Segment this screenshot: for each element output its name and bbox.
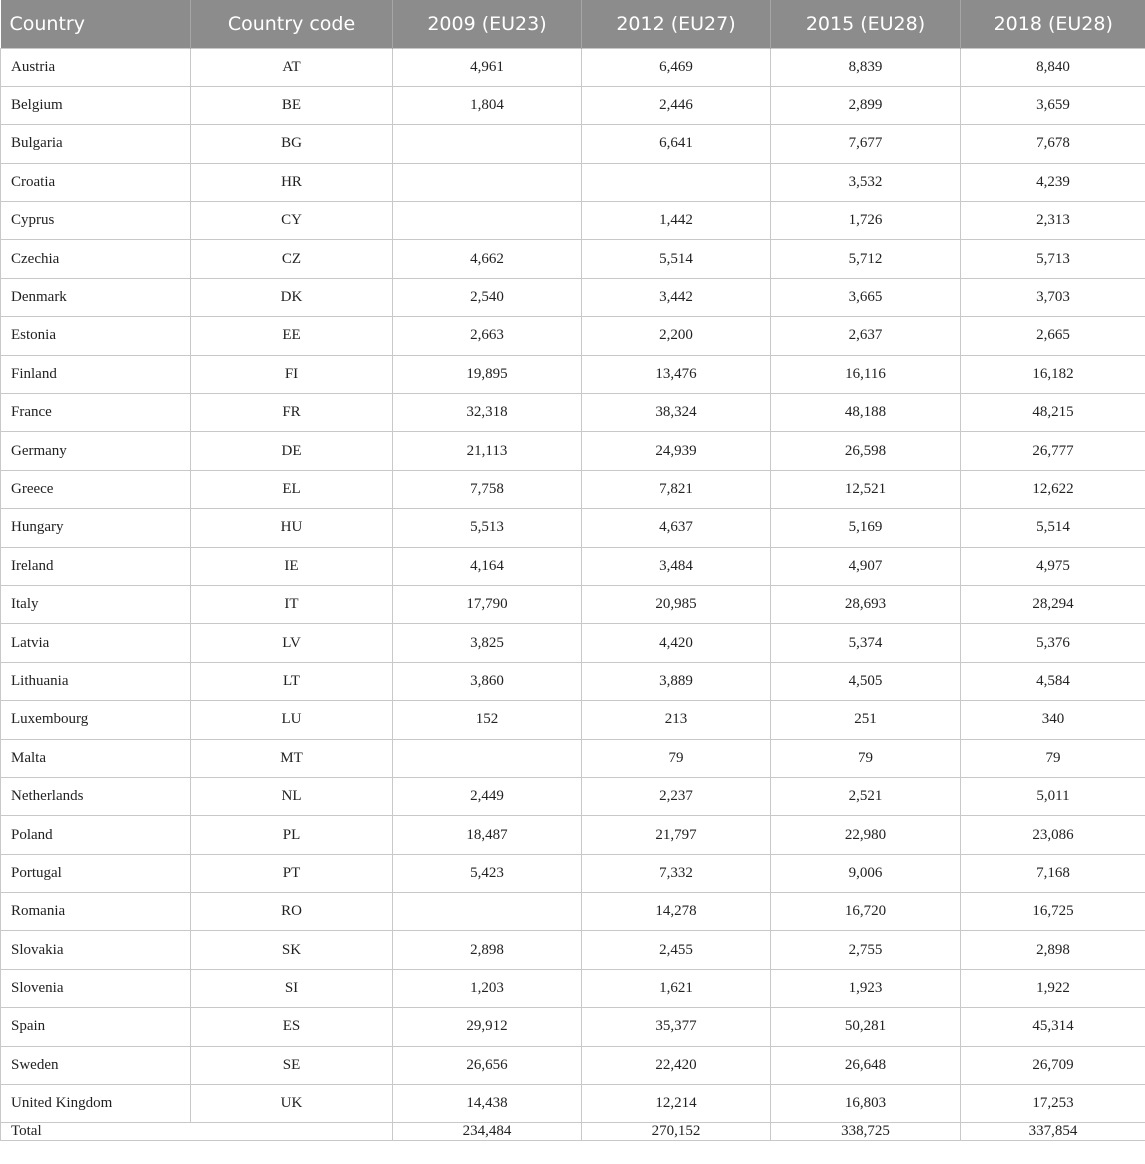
cell-2012: 79: [582, 739, 771, 777]
header-2018: 2018 (EU28): [961, 0, 1145, 48]
header-2012: 2012 (EU27): [582, 0, 771, 48]
cell-2018: 4,584: [961, 662, 1145, 700]
cell-country: Luxembourg: [1, 701, 191, 739]
cell-country: Slovenia: [1, 969, 191, 1007]
total-2018: 337,854: [961, 1123, 1145, 1141]
cell-country: Austria: [1, 48, 191, 86]
cell-country-code: UK: [191, 1085, 393, 1123]
cell-2015: 3,532: [771, 163, 961, 201]
cell-country-code: SK: [191, 931, 393, 969]
table-row: [1, 317, 1145, 355]
cell-country: Romania: [1, 893, 191, 931]
cell-2009: 152: [393, 701, 582, 739]
header-row: [1, 0, 1145, 48]
header-2009: 2009 (EU23): [393, 0, 582, 48]
cell-country: Finland: [1, 355, 191, 393]
cell-country: Ireland: [1, 547, 191, 585]
cell-country-code: IE: [191, 547, 393, 585]
cell-country: Estonia: [1, 317, 191, 355]
table-row: [1, 777, 1145, 815]
cell-2009: [393, 163, 582, 201]
cell-2015: 28,693: [771, 585, 961, 623]
cell-2012: 22,420: [582, 1046, 771, 1084]
cell-2015: 16,720: [771, 893, 961, 931]
cell-2009: 2,663: [393, 317, 582, 355]
cell-country: Cyprus: [1, 202, 191, 240]
table-row: [1, 278, 1145, 316]
cell-country: Malta: [1, 739, 191, 777]
cell-country: Latvia: [1, 624, 191, 662]
cell-2009: 18,487: [393, 816, 582, 854]
table-row: [1, 394, 1145, 432]
cell-country-code: BE: [191, 86, 393, 124]
cell-2009: 5,423: [393, 854, 582, 892]
cell-country-code: CZ: [191, 240, 393, 278]
cell-country-code: LV: [191, 624, 393, 662]
cell-2018: 12,622: [961, 470, 1145, 508]
cell-country: France: [1, 394, 191, 432]
table-row: [1, 48, 1145, 86]
cell-2015: 79: [771, 739, 961, 777]
cell-2018: 26,777: [961, 432, 1145, 470]
cell-country-code: NL: [191, 777, 393, 815]
table-row: [1, 1008, 1145, 1046]
cell-2012: [582, 163, 771, 201]
table-row: [1, 624, 1145, 662]
cell-2009: 1,203: [393, 969, 582, 1007]
cell-country: Hungary: [1, 509, 191, 547]
cell-2018: 7,678: [961, 125, 1145, 163]
table-row: [1, 547, 1145, 585]
cell-2009: 4,164: [393, 547, 582, 585]
cell-2009: 4,961: [393, 48, 582, 86]
table-row: [1, 931, 1145, 969]
table-row: [1, 509, 1145, 547]
cell-2015: 2,637: [771, 317, 961, 355]
cell-2012: 2,455: [582, 931, 771, 969]
table-row: [1, 816, 1145, 854]
table-row: [1, 854, 1145, 892]
cell-country-code: AT: [191, 48, 393, 86]
cell-2009: 32,318: [393, 394, 582, 432]
cell-2018: 17,253: [961, 1085, 1145, 1123]
cell-2012: 24,939: [582, 432, 771, 470]
cell-2012: 6,469: [582, 48, 771, 86]
cell-2012: 4,637: [582, 509, 771, 547]
cell-country-code: RO: [191, 893, 393, 931]
cell-2012: 1,621: [582, 969, 771, 1007]
cell-2018: 5,011: [961, 777, 1145, 815]
cell-country-code: LU: [191, 701, 393, 739]
table-body: [1, 48, 1145, 1123]
cell-2012: 7,332: [582, 854, 771, 892]
cell-country: Germany: [1, 432, 191, 470]
cell-2012: 12,214: [582, 1085, 771, 1123]
table-row: [1, 969, 1145, 1007]
cell-country-code: EL: [191, 470, 393, 508]
cell-2012: 3,889: [582, 662, 771, 700]
cell-country: Czechia: [1, 240, 191, 278]
cell-country-code: SI: [191, 969, 393, 1007]
cell-country-code: PL: [191, 816, 393, 854]
cell-2009: 3,860: [393, 662, 582, 700]
cell-2018: 4,239: [961, 163, 1145, 201]
table-row: [1, 240, 1145, 278]
cell-2015: 16,116: [771, 355, 961, 393]
table-row: [1, 701, 1145, 739]
cell-country: Sweden: [1, 1046, 191, 1084]
cell-2012: 20,985: [582, 585, 771, 623]
cell-2018: 45,314: [961, 1008, 1145, 1046]
cell-2009: 17,790: [393, 585, 582, 623]
header-country-code: Country code: [191, 0, 393, 48]
cell-country: Belgium: [1, 86, 191, 124]
cell-country-code: HR: [191, 163, 393, 201]
cell-2015: 7,677: [771, 125, 961, 163]
cell-2018: 26,709: [961, 1046, 1145, 1084]
cell-country-code: EE: [191, 317, 393, 355]
cell-country-code: SE: [191, 1046, 393, 1084]
cell-country-code: DE: [191, 432, 393, 470]
table-row: [1, 470, 1145, 508]
cell-2009: 14,438: [393, 1085, 582, 1123]
cell-2015: 2,755: [771, 931, 961, 969]
cell-country-code: LT: [191, 662, 393, 700]
cell-2009: [393, 202, 582, 240]
cell-2015: 4,505: [771, 662, 961, 700]
cell-country-code: IT: [191, 585, 393, 623]
table-row: [1, 163, 1145, 201]
cell-2009: [393, 125, 582, 163]
cell-country-code: DK: [191, 278, 393, 316]
cell-2009: [393, 893, 582, 931]
cell-country: United Kingdom: [1, 1085, 191, 1123]
cell-country: Lithuania: [1, 662, 191, 700]
table-row: [1, 86, 1145, 124]
cell-country: Denmark: [1, 278, 191, 316]
table-row: [1, 432, 1145, 470]
cell-2012: 21,797: [582, 816, 771, 854]
cell-country: Greece: [1, 470, 191, 508]
cell-2018: 48,215: [961, 394, 1145, 432]
cell-2018: 2,665: [961, 317, 1145, 355]
header-country: Country: [1, 0, 191, 48]
cell-country-code: PT: [191, 854, 393, 892]
cell-2015: 9,006: [771, 854, 961, 892]
table-row: [1, 355, 1145, 393]
cell-2015: 4,907: [771, 547, 961, 585]
cell-2015: 5,169: [771, 509, 961, 547]
cell-2015: 1,923: [771, 969, 961, 1007]
cell-2015: 2,899: [771, 86, 961, 124]
cell-2015: 3,665: [771, 278, 961, 316]
cell-2009: 5,513: [393, 509, 582, 547]
cell-2009: 1,804: [393, 86, 582, 124]
cell-2018: 79: [961, 739, 1145, 777]
cell-country: Portugal: [1, 854, 191, 892]
cell-2018: 5,514: [961, 509, 1145, 547]
cell-country-code: CY: [191, 202, 393, 240]
total-2015: 338,725: [771, 1123, 961, 1141]
table-row: [1, 1085, 1145, 1123]
cell-country: Bulgaria: [1, 125, 191, 163]
cell-2015: 2,521: [771, 777, 961, 815]
table-row: [1, 1046, 1145, 1084]
table-row: [1, 739, 1145, 777]
cell-2009: 2,540: [393, 278, 582, 316]
cell-2015: 26,598: [771, 432, 961, 470]
cell-2009: 26,656: [393, 1046, 582, 1084]
cell-2012: 7,821: [582, 470, 771, 508]
table-row: [1, 585, 1145, 623]
cell-2009: [393, 739, 582, 777]
cell-2012: 38,324: [582, 394, 771, 432]
cell-country: Italy: [1, 585, 191, 623]
cell-2018: 8,840: [961, 48, 1145, 86]
cell-country: Poland: [1, 816, 191, 854]
cell-2012: 2,446: [582, 86, 771, 124]
cell-2012: 13,476: [582, 355, 771, 393]
cell-2012: 4,420: [582, 624, 771, 662]
cell-2018: 340: [961, 701, 1145, 739]
total-2012: 270,152: [582, 1123, 771, 1141]
total-label: Total: [1, 1123, 393, 1141]
total-2009: 234,484: [393, 1123, 582, 1141]
cell-country: Netherlands: [1, 777, 191, 815]
cell-2015: 48,188: [771, 394, 961, 432]
cell-2018: 5,713: [961, 240, 1145, 278]
cell-2018: 4,975: [961, 547, 1145, 585]
cell-2009: 21,113: [393, 432, 582, 470]
total-row: [1, 1123, 1145, 1141]
table-row: [1, 893, 1145, 931]
cell-country-code: BG: [191, 125, 393, 163]
cell-2009: 19,895: [393, 355, 582, 393]
cell-2018: 28,294: [961, 585, 1145, 623]
cell-2015: 22,980: [771, 816, 961, 854]
cell-2012: 35,377: [582, 1008, 771, 1046]
table-row: [1, 662, 1145, 700]
cell-2015: 5,374: [771, 624, 961, 662]
cell-2012: 2,200: [582, 317, 771, 355]
cell-2009: 29,912: [393, 1008, 582, 1046]
table-header: [1, 0, 1145, 48]
cell-2009: 7,758: [393, 470, 582, 508]
cell-2015: 50,281: [771, 1008, 961, 1046]
cell-2015: 5,712: [771, 240, 961, 278]
cell-2018: 16,182: [961, 355, 1145, 393]
cell-2012: 213: [582, 701, 771, 739]
header-2015: 2015 (EU28): [771, 0, 961, 48]
cell-2018: 5,376: [961, 624, 1145, 662]
cell-country-code: MT: [191, 739, 393, 777]
cell-2018: 1,922: [961, 969, 1145, 1007]
cell-2015: 1,726: [771, 202, 961, 240]
cell-2012: 14,278: [582, 893, 771, 931]
cell-country: Croatia: [1, 163, 191, 201]
cell-2012: 6,641: [582, 125, 771, 163]
cell-country-code: FI: [191, 355, 393, 393]
cell-2012: 3,484: [582, 547, 771, 585]
cell-2018: 3,659: [961, 86, 1145, 124]
cell-2009: 4,662: [393, 240, 582, 278]
cell-2012: 1,442: [582, 202, 771, 240]
cell-2018: 16,725: [961, 893, 1145, 931]
cell-2018: 23,086: [961, 816, 1145, 854]
cell-2018: 3,703: [961, 278, 1145, 316]
cell-country: Spain: [1, 1008, 191, 1046]
cell-2015: 251: [771, 701, 961, 739]
cell-2015: 26,648: [771, 1046, 961, 1084]
cell-2009: 3,825: [393, 624, 582, 662]
cell-2018: 7,168: [961, 854, 1145, 892]
cell-country-code: HU: [191, 509, 393, 547]
cell-country: Slovakia: [1, 931, 191, 969]
cell-2009: 2,898: [393, 931, 582, 969]
table-row: [1, 202, 1145, 240]
cell-2012: 5,514: [582, 240, 771, 278]
cell-2012: 3,442: [582, 278, 771, 316]
cell-2015: 8,839: [771, 48, 961, 86]
cell-country-code: FR: [191, 394, 393, 432]
cell-2015: 16,803: [771, 1085, 961, 1123]
cell-2018: 2,898: [961, 931, 1145, 969]
table-footer: [1, 1123, 1145, 1141]
cell-2012: 2,237: [582, 777, 771, 815]
cell-country-code: ES: [191, 1008, 393, 1046]
cell-2009: 2,449: [393, 777, 582, 815]
cell-2018: 2,313: [961, 202, 1145, 240]
table-row: [1, 125, 1145, 163]
cell-2015: 12,521: [771, 470, 961, 508]
